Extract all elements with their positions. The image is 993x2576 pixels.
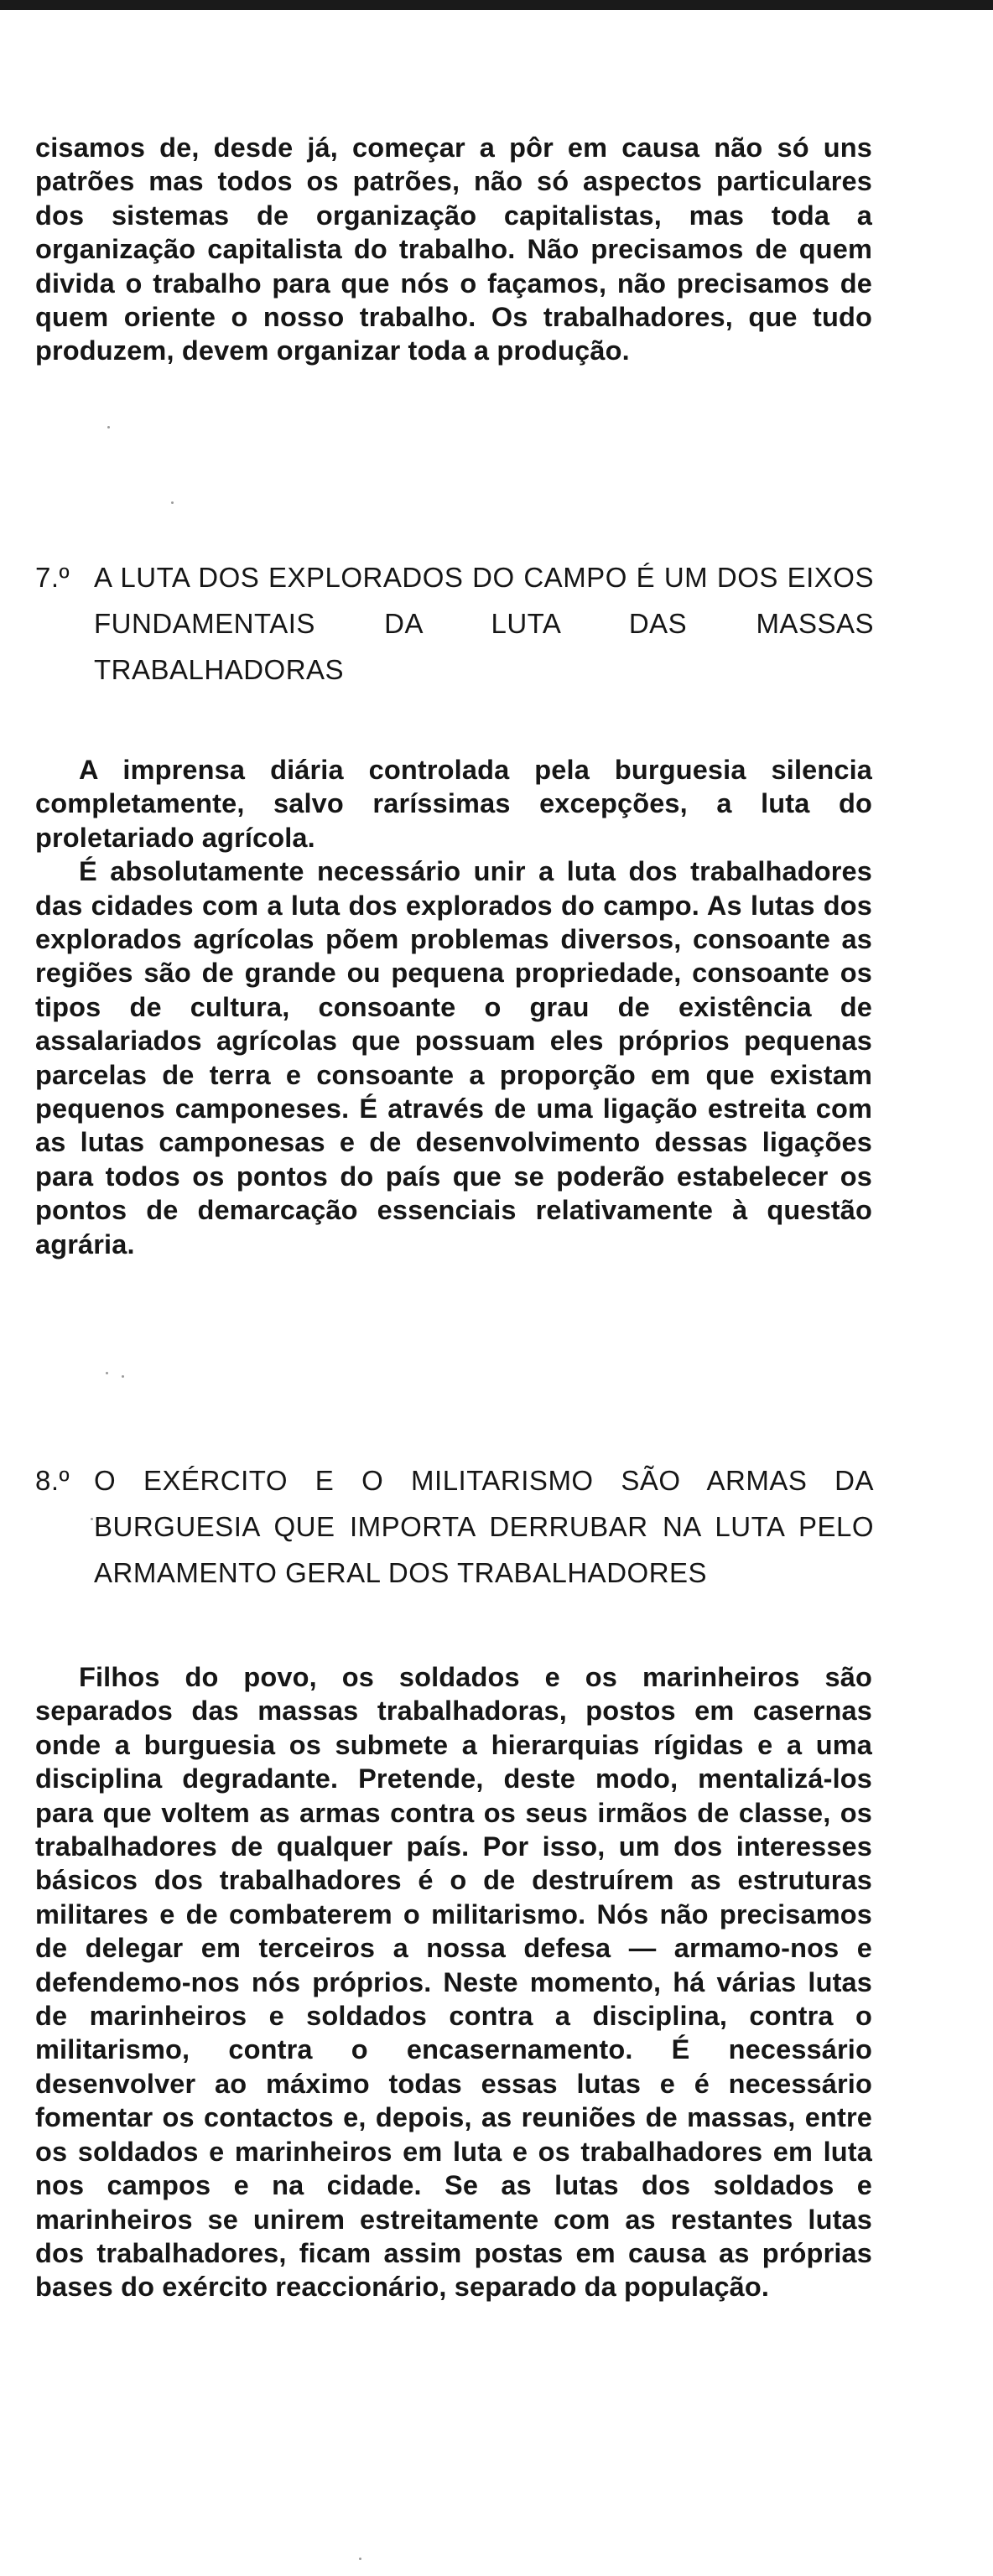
scan-speck — [122, 1375, 124, 1378]
top-border-rule — [0, 0, 993, 10]
section-7-paragraph-2: É absolutamente necessário unir a luta dos trabalhadores das cidades com a luta dos explorados do campo. As lutas dos explorados agrícolas põem problemas diversos, consoante as regiões são de grande ou pequena propriedade, consoante os tipos de cultura, consoante o grau de existência de assalariados agrícolas que possuam eles próprios pequenas parcelas de terra e consoante a proporção em que existam pequenos camponeses. É através de uma ligação estreita com as lutas camponesas e de desenvolvimento dessas ligações para todos os pontos do país que se poderão estabelecer os pontos de demarcação essenciais relativamente à questão agrária. — [35, 856, 872, 1259]
scan-speck — [171, 501, 174, 504]
section-8-title: O EXÉRCITO E O MILITARISMO SÃO ARMAS DA BURGUESIA QUE IMPORTA DERRUBAR NA LUTA PELO ARMAMENTO GERAL DOS TRABALHADORES — [94, 1465, 874, 1588]
section-8-body — [35, 1660, 872, 2304]
scan-speck — [91, 1518, 93, 1520]
section-7-paragraph-1: A imprensa diária controlada pela burguesia silencia completamente, salvo raríssimas excepções, a luta do proletariado agrícola. — [35, 755, 872, 853]
section-8-paragraph-1: Filhos do povo, os soldados e os marinheiros são separados das massas trabalhadoras, postos em casernas onde a burguesia os submete a hierarquias rígidas e a uma disciplina degradante. Pretende, deste modo, mentalizá-los para que voltem as armas contra os seus irmãos de classe, os trabalhadores de qualquer país. Por isso, um dos interesses básicos dos trabalhadores é o de destruírem as estruturas militares e de combaterem o militarismo. Nós não precisamos de delegar em terceiros a nossa defesa — armamo-nos e defendemo-nos nós próprios. Neste momento, há várias lutas de marinheiros e soldados contra a disciplina, contra o militarismo, contra o encasernamento. É necessário desenvolver ao máximo todas essas lutas e é necessário fomentar os contactos e, depois, as reuniões de massas, entre os soldados e marinheiros em luta e os trabalhadores em luta nos campos e na cidade. Se as lutas dos soldados e marinheiros se unirem estreitamente com as restantes lutas dos trabalhadores, ficam assim postas em causa as próprias bases do exército reaccionário, separado da população. — [35, 1662, 872, 2303]
intro-paragraph: cisamos de, desde já, começar a pôr em causa não só uns patrões mas todos os patrões, não só aspectos particulares dos sistemas de organização capitalistas, mas toda a organização capitalista do trabalho. Não precisamos de quem divida o trabalho para que nós o façamos, não precisamos de quem oriente o nosso trabalho. Os trabalhadores, que tudo produzem, devem organizar toda a produção. — [35, 132, 872, 366]
section-8-number: 8.º — [35, 1465, 70, 1496]
section-8-heading — [35, 1457, 874, 1596]
scan-speck — [359, 2558, 361, 2560]
section-7-number: 7.º — [35, 562, 70, 593]
scan-speck — [107, 426, 110, 428]
section-7-title: A LUTA DOS EXPLORADOS DO CAMPO É UM DOS EIXOS FUNDAMENTAIS DA LUTA DAS MASSAS TRABALHADORAS — [94, 562, 874, 685]
scan-speck — [106, 1372, 108, 1374]
section-7-body — [35, 753, 872, 1261]
section-7-heading — [35, 554, 874, 693]
intro-block — [35, 131, 872, 368]
